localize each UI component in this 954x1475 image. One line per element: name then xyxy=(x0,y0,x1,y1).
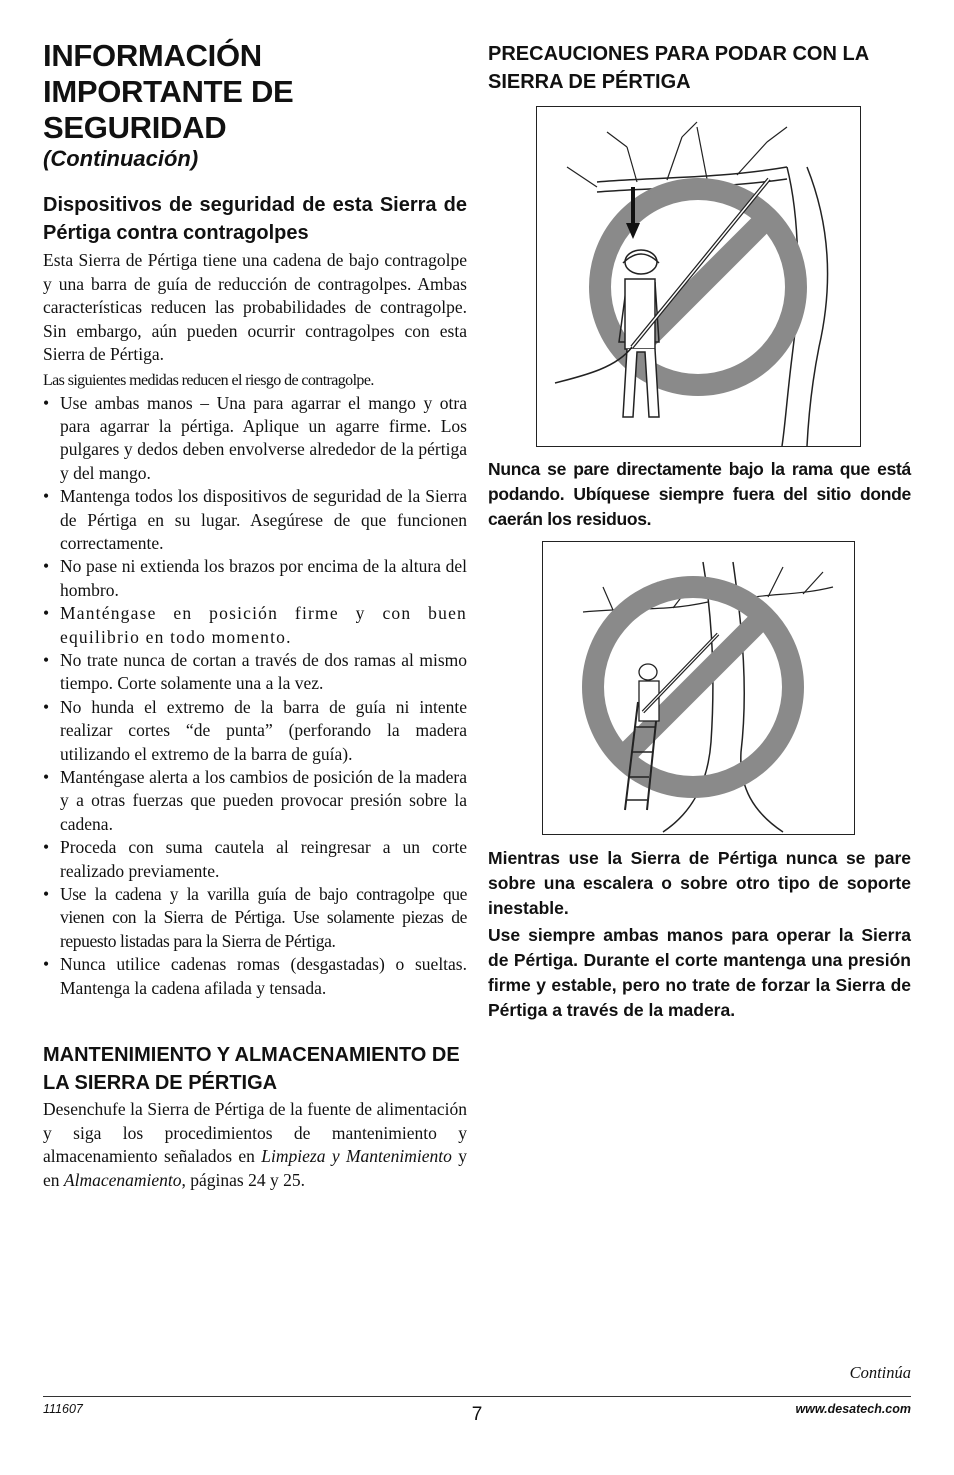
maintenance-section xyxy=(43,1041,467,1192)
page-title xyxy=(43,38,467,146)
person-with-pole-saw-icon xyxy=(537,107,860,446)
ladder-icon xyxy=(543,542,854,834)
caption-under-branch: Nunca se pare directamente bajo la rama que está podando. Ubíquese siempre fuera del sitio donde caerán los residuos. xyxy=(488,459,911,529)
kickback-bullet-list xyxy=(43,392,467,1001)
caption-block-2 xyxy=(488,846,911,1023)
kickback-heading: Dispositivos de seguridad de esta Sierra de Pértiga contra contragolpes xyxy=(43,194,467,244)
cleaning-reference: Limpieza y Mantenimiento xyxy=(261,1146,452,1166)
kickback-intro: Esta Sierra de Pértiga tiene una cadena de bajo contragolpe y una barra de guía de reducción de contragolpes. Ambas características reducen las probabilidades de contragolpe. Sin embargo, aún pueden ocurrir contragolpes con esta Sierra de Pértiga. xyxy=(43,250,467,364)
list-item: • Proceda con suma cautela al reingresar a un corte realizado previamente. xyxy=(43,837,467,881)
title-line-3: SEGURIDAD xyxy=(43,110,227,145)
maintenance-text: Desenchufe la Sierra de Pértiga de la fuente de alimentación y siga los procedimientos de mantenimiento y almacenamiento señalados en Limpieza y Mantenimiento y en Almacenamiento, páginas 24 y 25. xyxy=(43,1099,468,1190)
figure-on-ladder xyxy=(542,541,855,835)
footer-divider xyxy=(43,1396,911,1397)
pruning-heading: PRECAUCIONES PARA PODAR CON LA SIERRA DE PÉRTIGA xyxy=(488,43,869,93)
list-item: • Nunca utilice cadenas romas (desgastadas) o sueltas. Mantenga la cadena afilada y tensada. xyxy=(43,954,467,998)
page-number: 7 xyxy=(471,1404,483,1425)
page-subtitle: (Continuación) xyxy=(43,146,199,171)
list-item: • No hunda el extremo de la barra de guía ni intente realizar cortes “de punta” (perforando la madera utilizando el extremo de la barra de guía). xyxy=(43,696,467,764)
kickback-section xyxy=(43,191,467,1000)
website-link[interactable]: www.desatech.com xyxy=(795,1402,911,1416)
kickback-lead: Las siguientes medidas reducen el riesgo de contragolpe. xyxy=(43,371,374,389)
list-item: • Mantenga todos los dispositivos de seguridad de la Sierra de Pértiga en su lugar. Asegúrese de que funcionen correctamente. xyxy=(43,486,467,553)
figure-under-branch xyxy=(536,106,861,447)
list-item: • Use la cadena y la varilla guía de bajo contragolpe que vienen con la Sierra de Pértiga. Use solamente piezas de repuesto listadas para la Sierra de Pértiga. xyxy=(43,884,467,951)
continued-note: Continúa xyxy=(849,1363,911,1382)
title-line-2: IMPORTANTE DE xyxy=(43,74,294,109)
pruning-section xyxy=(488,40,911,96)
list-item: • Use ambas manos – Una para agarrar el mango y otra para agarrar la pértiga. Aplique un agarre firme. Los pulgares y dedos deben envolverse alrededor de la pértiga y del mango. xyxy=(43,392,467,483)
title-line-1: INFORMACIÓN xyxy=(43,38,262,73)
list-item: • Manténgase en posición firme y con buen equilibrio en todo momento. xyxy=(43,603,467,647)
list-item: • Manténgase alerta a los cambios de posición de la madera y a otras fuerzas que pueden provocar presión sobre la cadena. xyxy=(43,767,467,834)
storage-reference: Almacenamiento xyxy=(63,1169,182,1190)
maintenance-heading: MANTENIMIENTO Y ALMACENAMIENTO DE LA SIERRA DE PÉRTIGA xyxy=(43,1044,460,1094)
list-item: • No pase ni extienda los brazos por encima de la altura del hombro. xyxy=(43,556,467,600)
document-number: 111607 xyxy=(43,1402,83,1416)
caption-ladder: Mientras use la Sierra de Pértiga nunca se pare sobre una escalera o sobre otro tipo de soporte inestable. xyxy=(488,848,911,918)
caption-block-1 xyxy=(488,457,911,532)
list-item: • No trate nunca de cortan a través de dos ramas al mismo tiempo. Corte solamente una a la vez. xyxy=(43,649,467,694)
caption-both-hands: Use siempre ambas manos para operar la Sierra de Pértiga. Durante el corte mantenga una presión firme y estable, pero no trate de forzar la Sierra de Pértiga a través de la madera. xyxy=(488,925,911,1020)
